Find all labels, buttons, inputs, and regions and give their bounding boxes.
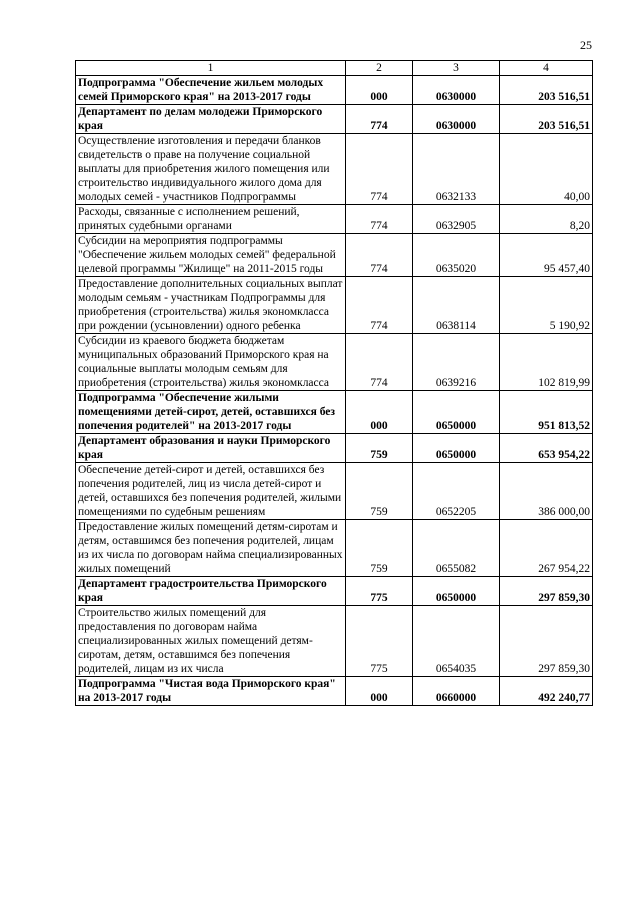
row-sum: 8,20 (500, 205, 593, 234)
row-name: Обеспечение детей-сирот и детей, оставшихся без попечения родителей, лиц из числа детей-сирот и детей, оставшихся без попечения родителей, жилыми помещениями по судебным решениям (76, 463, 346, 520)
table-row (76, 234, 593, 277)
table-row (76, 520, 593, 577)
row-sum: 297 859,30 (500, 577, 593, 606)
table-row (76, 434, 593, 463)
row-sum: 267 954,22 (500, 520, 593, 577)
row-sum: 492 240,77 (500, 677, 593, 706)
table-row (76, 391, 593, 434)
row-name: Расходы, связанные с исполнением решений, принятых судебными органами (76, 205, 346, 234)
row-csr-code: 0655082 (413, 520, 500, 577)
header-cell-3: 3 (413, 61, 500, 76)
row-ved-code: 774 (346, 134, 413, 205)
table-row (76, 334, 593, 391)
row-sum: 653 954,22 (500, 434, 593, 463)
row-sum: 102 819,99 (500, 334, 593, 391)
row-ved-code: 774 (346, 277, 413, 334)
row-ved-code: 759 (346, 434, 413, 463)
table-row (76, 277, 593, 334)
row-csr-code: 0650000 (413, 577, 500, 606)
row-name: Строительство жилых помещений для предоставления по договорам найма специализированных жилых помещений детям-сиротам, детям, оставшимся без попечения родителей, лицам из их числа (76, 606, 346, 677)
row-csr-code: 0630000 (413, 105, 500, 134)
row-csr-code: 0630000 (413, 76, 500, 105)
row-name: Подпрограмма "Чистая вода Приморского края" на 2013-2017 годы (76, 677, 346, 706)
row-csr-code: 0632133 (413, 134, 500, 205)
row-name: Предоставление дополнительных социальных выплат молодым семьям - участникам Подпрограммы для приобретения (строительства) жилья экономкласса при рождении (усыновлении) одного ребенка (76, 277, 346, 334)
row-name: Осуществление изготовления и передачи бланков свидетельств о праве на получение социальной выплаты для приобретения жилого помещения или строительство индивидуального жилого дома для молодых семей - участников Подпрограммы (76, 134, 346, 205)
row-name: Подпрограмма "Обеспечение жилыми помещениями детей-сирот, детей, оставшихся без попечения родителей" на 2013-2017 годы (76, 391, 346, 434)
table-row (76, 606, 593, 677)
row-sum: 386 000,00 (500, 463, 593, 520)
table-row (76, 134, 593, 205)
row-name: Департамент по делам молодежи Приморского края (76, 105, 346, 134)
row-ved-code: 774 (346, 334, 413, 391)
row-sum: 297 859,30 (500, 606, 593, 677)
row-name: Департамент градостроительства Приморского края (76, 577, 346, 606)
row-csr-code: 0650000 (413, 391, 500, 434)
row-csr-code: 0650000 (413, 434, 500, 463)
row-csr-code: 0635020 (413, 234, 500, 277)
table-header-row (76, 61, 593, 76)
row-ved-code: 000 (346, 391, 413, 434)
row-csr-code: 0632905 (413, 205, 500, 234)
row-sum: 40,00 (500, 134, 593, 205)
row-ved-code: 774 (346, 205, 413, 234)
row-name: Предоставление жилых помещений детям-сиротам и детям, оставшимся без попечения родителей, лицам из их числа по договорам найма специализированных жилых помещений (76, 520, 346, 577)
row-name: Подпрограмма "Обеспечение жильем молодых семей Приморского края" на 2013-2017 годы (76, 76, 346, 105)
row-sum: 951 813,52 (500, 391, 593, 434)
row-ved-code: 775 (346, 606, 413, 677)
budget-table (75, 60, 593, 706)
table-row (76, 205, 593, 234)
header-cell-2: 2 (346, 61, 413, 76)
row-ved-code: 759 (346, 463, 413, 520)
row-csr-code: 0654035 (413, 606, 500, 677)
row-ved-code: 774 (346, 234, 413, 277)
row-sum: 5 190,92 (500, 277, 593, 334)
table-row (76, 577, 593, 606)
header-cell-1: 1 (76, 61, 346, 76)
row-ved-code: 775 (346, 577, 413, 606)
row-ved-code: 759 (346, 520, 413, 577)
row-csr-code: 0639216 (413, 334, 500, 391)
row-csr-code: 0660000 (413, 677, 500, 706)
table-row (76, 105, 593, 134)
row-csr-code: 0652205 (413, 463, 500, 520)
row-name: Департамент образования и науки Приморского края (76, 434, 346, 463)
row-name: Субсидии из краевого бюджета бюджетам муниципальных образований Приморского края на социальные выплаты молодым семьям для приобретения (строительства) жилья экономкласса (76, 334, 346, 391)
row-csr-code: 0638114 (413, 277, 500, 334)
row-ved-code: 000 (346, 677, 413, 706)
row-ved-code: 774 (346, 105, 413, 134)
header-cell-4: 4 (500, 61, 593, 76)
row-sum: 95 457,40 (500, 234, 593, 277)
row-name: Субсидии на мероприятия подпрограммы "Обеспечение жильем молодых семей" федеральной целевой программы "Жилище" на 2011-2015 годы (76, 234, 346, 277)
table-row (76, 76, 593, 105)
row-ved-code: 000 (346, 76, 413, 105)
row-sum: 203 516,51 (500, 105, 593, 134)
table-row (76, 463, 593, 520)
row-sum: 203 516,51 (500, 76, 593, 105)
page-number: 25 (580, 38, 592, 52)
table-row (76, 677, 593, 706)
